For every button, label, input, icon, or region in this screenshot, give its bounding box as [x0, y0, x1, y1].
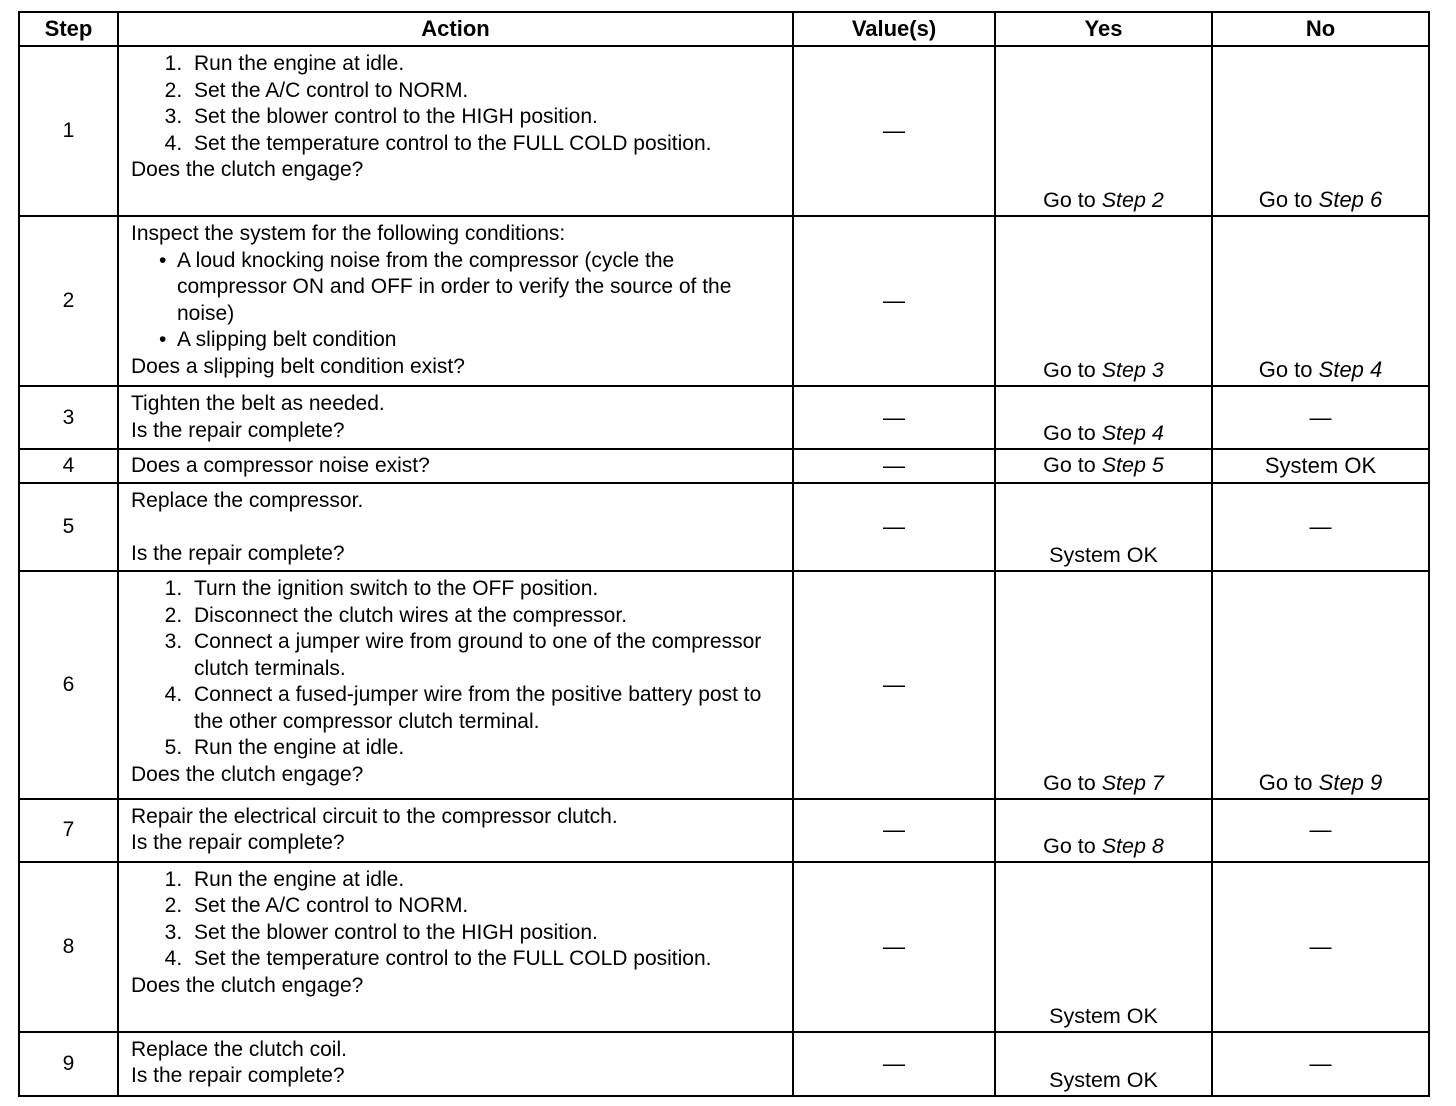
- spacer: [131, 515, 782, 541]
- step-number: 8: [19, 862, 118, 1032]
- action-step: 2. Disconnect the clutch wires at the compressor.: [188, 603, 782, 630]
- step-number: 3: [19, 386, 118, 449]
- step-number: 9: [19, 1032, 118, 1096]
- action-line: Repair the electrical circuit to the compressor clutch.: [131, 804, 618, 828]
- table-row: [19, 483, 1429, 571]
- value-cell: —: [793, 216, 995, 386]
- value-cell: —: [793, 46, 995, 216]
- action-question: Does a slipping belt condition exist?: [131, 354, 465, 378]
- value-cell: —: [793, 449, 995, 483]
- goto-text: Go to: [1043, 833, 1096, 858]
- action-step: 5. Run the engine at idle.: [188, 735, 782, 762]
- table-row: [19, 216, 1429, 386]
- goto-text: Go to: [1043, 188, 1096, 213]
- action-cell: [118, 46, 793, 216]
- diagnostic-table: [18, 11, 1430, 1097]
- action-line: Tighten the belt as needed.: [131, 392, 385, 416]
- action-step: 4. Connect a fused-jumper wire from the positive battery post to the other compressor clutch terminal.: [188, 682, 782, 735]
- action-step: 2. Set the A/C control to NORM.: [188, 893, 782, 920]
- step-link: Step 7: [1101, 770, 1164, 795]
- no-cell: —: [1212, 386, 1429, 449]
- step-link: Step 8: [1101, 833, 1164, 858]
- no-cell: —: [1212, 1032, 1429, 1096]
- table-row: [19, 449, 1429, 483]
- yes-cell: System OK: [995, 862, 1212, 1032]
- condition-item: • A loud knocking noise from the compressor (cycle the compressor ON and OFF in order to verify the source of the noise): [177, 248, 782, 328]
- step-link: Step 2: [1101, 188, 1164, 213]
- value-cell: —: [793, 571, 995, 798]
- action-question: Is the repair complete?: [131, 541, 345, 565]
- header-action: Action: [118, 12, 793, 46]
- goto-text: Go to: [1043, 358, 1096, 383]
- action-steps: [131, 867, 782, 973]
- step-link: Step 3: [1101, 358, 1164, 383]
- action-cell: [118, 483, 793, 571]
- value-cell: —: [793, 799, 995, 862]
- no-cell: [1212, 46, 1429, 216]
- no-cell: —: [1212, 862, 1429, 1032]
- no-cell: [1212, 216, 1429, 386]
- action-line: Replace the clutch coil.: [131, 1037, 347, 1061]
- goto-text: Go to: [1043, 421, 1096, 446]
- header-row: [19, 12, 1429, 46]
- step-number: 6: [19, 571, 118, 798]
- action-line: Replace the compressor.: [131, 489, 364, 513]
- action-cell: [118, 386, 793, 449]
- action-cell: [118, 862, 793, 1032]
- yes-cell: [995, 46, 1212, 216]
- goto-text: Go to: [1043, 770, 1096, 795]
- step-number: 5: [19, 483, 118, 571]
- value-cell: —: [793, 483, 995, 571]
- action-intro: Inspect the system for the following conditions:: [131, 222, 566, 246]
- action-step: 4. Set the temperature control to the FULL COLD position.: [188, 946, 782, 973]
- step-link: Step 4: [1101, 421, 1164, 446]
- goto-text: Go to: [1043, 452, 1096, 477]
- condition-item: • A slipping belt condition: [177, 327, 782, 354]
- action-step: 3. Set the blower control to the HIGH position.: [188, 104, 782, 131]
- action-question: Is the repair complete?: [131, 418, 345, 442]
- action-question: Is the repair complete?: [131, 831, 345, 855]
- header-values: Value(s): [793, 12, 995, 46]
- goto-text: Go to: [1258, 187, 1313, 213]
- table-row: [19, 386, 1429, 449]
- value-cell: —: [793, 386, 995, 449]
- value-cell: —: [793, 1032, 995, 1096]
- action-cell: [118, 571, 793, 798]
- action-step: 3. Set the blower control to the HIGH position.: [188, 920, 782, 947]
- yes-cell: [995, 216, 1212, 386]
- table-row: [19, 799, 1429, 862]
- action-question: Does the clutch engage?: [131, 762, 364, 786]
- step-link: Step 5: [1101, 452, 1164, 477]
- yes-cell: [995, 571, 1212, 798]
- action-step: 2. Set the A/C control to NORM.: [188, 78, 782, 105]
- action-cell: [118, 449, 793, 483]
- header-no: No: [1212, 12, 1429, 46]
- header-step: Step: [19, 12, 118, 46]
- action-steps: [131, 51, 782, 157]
- action-cell: [118, 216, 793, 386]
- step-number: 2: [19, 216, 118, 386]
- yes-cell: System OK: [995, 1032, 1212, 1096]
- action-question: Does the clutch engage?: [131, 158, 364, 181]
- table-row: [19, 1032, 1429, 1096]
- yes-cell: [995, 386, 1212, 449]
- action-cell: [118, 799, 793, 862]
- yes-cell: [995, 799, 1212, 862]
- goto-text: Go to: [1258, 357, 1313, 383]
- step-number: 7: [19, 799, 118, 862]
- step-link: Step 6: [1318, 187, 1383, 213]
- step-link: Step 4: [1318, 357, 1383, 383]
- no-cell: System OK: [1212, 449, 1429, 483]
- step-number: 4: [19, 449, 118, 483]
- step-number: 1: [19, 46, 118, 216]
- condition-list: [131, 248, 782, 354]
- table-row: [19, 571, 1429, 798]
- action-question: Does the clutch engage?: [131, 973, 364, 997]
- action-steps: [131, 576, 782, 762]
- goto-text: Go to: [1258, 769, 1313, 795]
- no-cell: —: [1212, 483, 1429, 571]
- value-cell: —: [793, 862, 995, 1032]
- action-step: 1. Run the engine at idle.: [188, 867, 782, 894]
- step-link: Step 9: [1318, 769, 1383, 795]
- action-cell: [118, 1032, 793, 1096]
- action-step: 3. Connect a jumper wire from ground to one of the compressor clutch terminals.: [188, 629, 782, 682]
- yes-cell: System OK: [995, 483, 1212, 571]
- table-row: [19, 862, 1429, 1032]
- action-step: 1. Turn the ignition switch to the OFF position.: [188, 576, 782, 603]
- action-step: 4. Set the temperature control to the FULL COLD position.: [188, 131, 782, 158]
- header-yes: Yes: [995, 12, 1212, 46]
- table-row: [19, 46, 1429, 216]
- no-cell: —: [1212, 799, 1429, 862]
- action-step: 1. Run the engine at idle.: [188, 51, 782, 78]
- yes-cell: [995, 449, 1212, 483]
- action-question: Is the repair complete?: [131, 1064, 345, 1088]
- no-cell: [1212, 571, 1429, 798]
- action-question: Does a compressor noise exist?: [131, 454, 430, 478]
